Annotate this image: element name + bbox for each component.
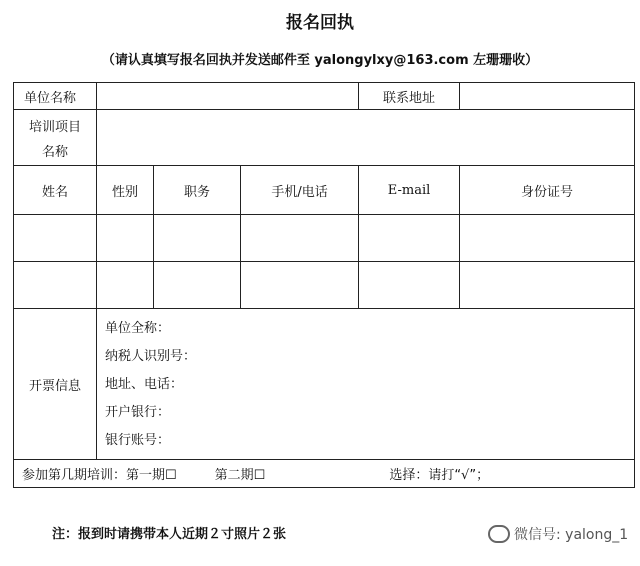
position-cell[interactable] (154, 215, 241, 262)
col-gender-header: 性别 (97, 166, 154, 215)
phone-cell[interactable] (241, 262, 359, 309)
col-name-header: 姓名 (14, 166, 97, 215)
email-cell[interactable] (359, 215, 460, 262)
project-name-field[interactable] (97, 110, 635, 166)
wechat-icon (488, 525, 510, 543)
header-row (14, 166, 635, 215)
subtitle-suffix: 左珊珊收） (468, 53, 539, 68)
project-name-label (14, 110, 97, 166)
col-phone-header: 手机/电话 (241, 166, 359, 215)
id-cell[interactable] (460, 215, 635, 262)
footer-note: 注：报到时请携带本人近期２寸照片２张 (52, 527, 287, 542)
invoice-row (14, 309, 635, 460)
select-instruction: 选择：请打“√”； (389, 468, 490, 483)
gender-cell[interactable] (97, 215, 154, 262)
project-row (14, 110, 635, 166)
project-name-label-line1: 培训项目 (28, 119, 81, 135)
page-title: 报名回执 (286, 13, 354, 33)
period-row (14, 460, 635, 488)
col-email-header: E-mail (359, 166, 460, 215)
subtitle-prefix: （请认真填写报名回执并发送邮件至 (101, 53, 315, 68)
contact-address-field[interactable] (460, 83, 635, 110)
invoice-info-cell[interactable] (97, 309, 635, 460)
invoice-bank-account: 银行账号： (105, 433, 171, 448)
id-cell[interactable] (460, 262, 635, 309)
invoice-bank: 开户银行： (105, 405, 171, 420)
email-cell[interactable] (359, 262, 460, 309)
period-one-option[interactable]: 参加第几期培训：第一期☐ (22, 468, 177, 483)
watermark (488, 524, 628, 544)
subtitle (0, 49, 640, 68)
unit-name-label: 单位名称 (14, 83, 97, 110)
gender-cell[interactable] (97, 262, 154, 309)
invoice-unit-fullname: 单位全称： (105, 321, 171, 336)
name-cell[interactable] (14, 262, 97, 309)
contact-address-label: 联系地址 (359, 83, 460, 110)
position-cell[interactable] (154, 262, 241, 309)
col-position-header: 职务 (154, 166, 241, 215)
col-id-header: 身份证号 (460, 166, 635, 215)
period-two-option[interactable]: 第二期☐ (214, 468, 266, 483)
period-cell[interactable] (14, 460, 635, 488)
project-name-label-line2: 名称 (41, 144, 68, 160)
invoice-label: 开票信息 (14, 309, 97, 460)
watermark-text: 微信号: yalong_1 (514, 527, 629, 543)
name-cell[interactable] (14, 215, 97, 262)
table-row (14, 215, 635, 262)
registration-form-table (13, 82, 635, 488)
invoice-taxpayer-id: 纳税人识别号： (105, 349, 197, 364)
phone-cell[interactable] (241, 215, 359, 262)
unit-name-field[interactable] (97, 83, 359, 110)
table-row (14, 262, 635, 309)
invoice-address-phone: 地址、电话： (105, 377, 184, 392)
email-address: yalongylxy@163.com (314, 53, 469, 68)
unit-row (14, 83, 635, 110)
